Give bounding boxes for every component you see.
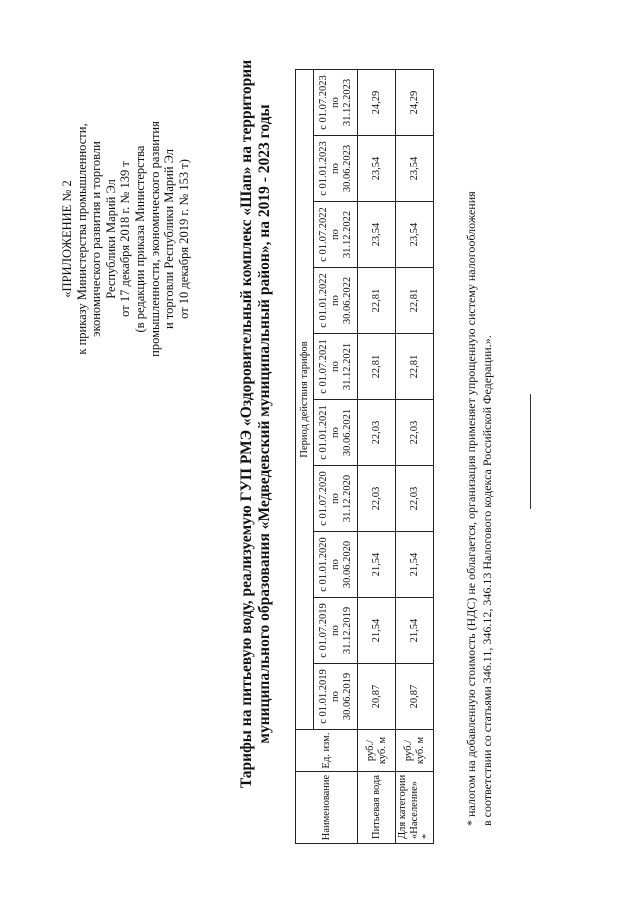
tariff-value-cell: 22,03 bbox=[358, 466, 396, 532]
header-unit-cell: Ед. изм. bbox=[296, 730, 358, 772]
tariff-value-cell: 24,29 bbox=[396, 70, 434, 136]
period-header-cell bbox=[314, 466, 358, 532]
period-line: с 01.01.2019 bbox=[317, 669, 329, 724]
period-header-cell bbox=[314, 334, 358, 400]
period-header-cell bbox=[314, 70, 358, 136]
tariff-value-cell: 22,03 bbox=[396, 400, 434, 466]
appendix-line: от 17 декабря 2018 г. № 139 т bbox=[118, 161, 133, 317]
tariff-value-cell: 23,54 bbox=[396, 202, 434, 268]
period-line: по bbox=[329, 559, 341, 570]
period-line: 30.06.2023 bbox=[341, 144, 353, 193]
period-header-cell bbox=[314, 532, 358, 598]
row-name-cell bbox=[358, 772, 396, 844]
period-header-cell bbox=[314, 136, 358, 202]
tariff-value-cell: 22,81 bbox=[358, 334, 396, 400]
title-line: муниципального образования «Медведевский муниципальный район», на 2019 - 2023 годы bbox=[256, 104, 273, 744]
row-unit-line: куб. м bbox=[414, 736, 426, 765]
period-header-cell bbox=[314, 400, 358, 466]
tariff-value-cell: 22,81 bbox=[396, 334, 434, 400]
period-line: 31.12.2020 bbox=[341, 474, 353, 523]
appendix-line: от 10 декабря 2019 г. № 153 т) bbox=[176, 159, 191, 319]
appendix-line: «ПРИЛОЖЕНИЕ № 2 bbox=[60, 180, 74, 298]
tariff-table bbox=[295, 69, 434, 844]
appendix-line: и торговли Республики Марий Эл bbox=[162, 148, 177, 330]
period-line: с 01.07.2019 bbox=[317, 603, 329, 658]
period-line: с 01.01.2023 bbox=[317, 141, 329, 196]
period-line: 31.12.2022 bbox=[341, 210, 353, 259]
row-name-cell bbox=[396, 772, 434, 844]
appendix-line: к приказу Министерства промышленности, bbox=[74, 123, 89, 355]
appendix-line: промышленности, экономического развития bbox=[147, 121, 162, 357]
period-line: по bbox=[329, 427, 341, 438]
footnote-line: * налогом на добавленную стоимость (НДС) не облагается, организация применяет упрощенную систему налогообложения bbox=[464, 191, 478, 826]
period-line: с 01.07.2022 bbox=[317, 207, 329, 262]
period-line: 30.06.2022 bbox=[341, 276, 353, 325]
header-name-cell: Наименование bbox=[296, 772, 358, 844]
period-line: по bbox=[329, 97, 341, 108]
title-line: Тарифы на питьевую воду, реализуемую ГУП РМЭ «Оздоровительный комплекс «Шап» на территории bbox=[238, 59, 255, 789]
period-line: с 01.07.2021 bbox=[317, 339, 329, 394]
appendix-line: экономического развития и торговли bbox=[89, 141, 104, 337]
row-unit-cell bbox=[396, 730, 434, 772]
period-header-cell bbox=[314, 202, 358, 268]
period-line: по bbox=[329, 295, 341, 306]
period-line: по bbox=[329, 361, 341, 372]
table-row bbox=[396, 70, 434, 844]
tariff-value-cell: 23,54 bbox=[358, 136, 396, 202]
tariff-value-cell: 22,81 bbox=[396, 268, 434, 334]
header-period-cell: Период действия тарифов bbox=[296, 70, 314, 730]
period-line: с 01.07.2023 bbox=[317, 75, 329, 130]
period-line: по bbox=[329, 229, 341, 240]
tariff-value-cell: 22,03 bbox=[358, 400, 396, 466]
tariff-value-cell: 24,29 bbox=[358, 70, 396, 136]
period-line: 31.12.2019 bbox=[341, 606, 353, 655]
period-line: по bbox=[329, 691, 341, 702]
period-line: по bbox=[329, 163, 341, 174]
row-unit-line: куб. м bbox=[376, 736, 388, 765]
tariff-value-cell: 20,87 bbox=[396, 664, 434, 730]
row-name-line: Питьевая вода bbox=[370, 774, 382, 839]
period-line: 30.06.2021 bbox=[341, 408, 353, 457]
row-name-line: «Население» * bbox=[408, 781, 432, 839]
period-header-cell bbox=[314, 664, 358, 730]
row-unit-line: руб./ bbox=[402, 739, 414, 762]
tariff-value-cell: 23,54 bbox=[358, 202, 396, 268]
appendix-line: Республики Марий Эл bbox=[103, 179, 118, 299]
appendix-header bbox=[60, 74, 191, 404]
period-line: 30.06.2019 bbox=[341, 672, 353, 721]
row-unit-cell bbox=[358, 730, 396, 772]
tariff-value-cell: 21,54 bbox=[396, 598, 434, 664]
appendix-line: (в редакции приказа Министерства bbox=[132, 145, 147, 333]
row-unit-line: руб./ bbox=[364, 739, 376, 762]
period-header-cell bbox=[314, 598, 358, 664]
row-name-line: Для категории bbox=[396, 774, 408, 839]
tariff-value-cell: 22,81 bbox=[358, 268, 396, 334]
period-line: с 01.01.2021 bbox=[317, 405, 329, 460]
period-line: 31.12.2021 bbox=[341, 342, 353, 391]
tariff-value-cell: 20,87 bbox=[358, 664, 396, 730]
period-line: с 01.07.2020 bbox=[317, 471, 329, 526]
table-period-row bbox=[314, 70, 358, 844]
period-line: 31.12.2023 bbox=[341, 78, 353, 127]
period-line: с 01.01.2020 bbox=[317, 537, 329, 592]
table-header-row bbox=[296, 70, 314, 844]
tariff-value-cell: 22,03 bbox=[396, 466, 434, 532]
footnote-line: в соответствии со статьями 346.11, 346.12, 346.13 Налогового кодекса Российской Федерации.». bbox=[480, 335, 494, 826]
tariff-table-body bbox=[296, 70, 434, 844]
tariff-value-cell: 21,54 bbox=[358, 532, 396, 598]
table-row bbox=[358, 70, 396, 844]
tariff-value-cell: 21,54 bbox=[358, 598, 396, 664]
tariff-value-cell: 23,54 bbox=[396, 136, 434, 202]
period-line: по bbox=[329, 625, 341, 636]
period-line: 30.06.2020 bbox=[341, 540, 353, 589]
document-title bbox=[238, 44, 274, 804]
footnote bbox=[463, 36, 495, 826]
period-line: по bbox=[329, 493, 341, 504]
period-line: с 01.01.2022 bbox=[317, 273, 329, 328]
period-header-cell bbox=[314, 268, 358, 334]
divider-line bbox=[530, 394, 531, 509]
tariff-value-cell: 21,54 bbox=[396, 532, 434, 598]
